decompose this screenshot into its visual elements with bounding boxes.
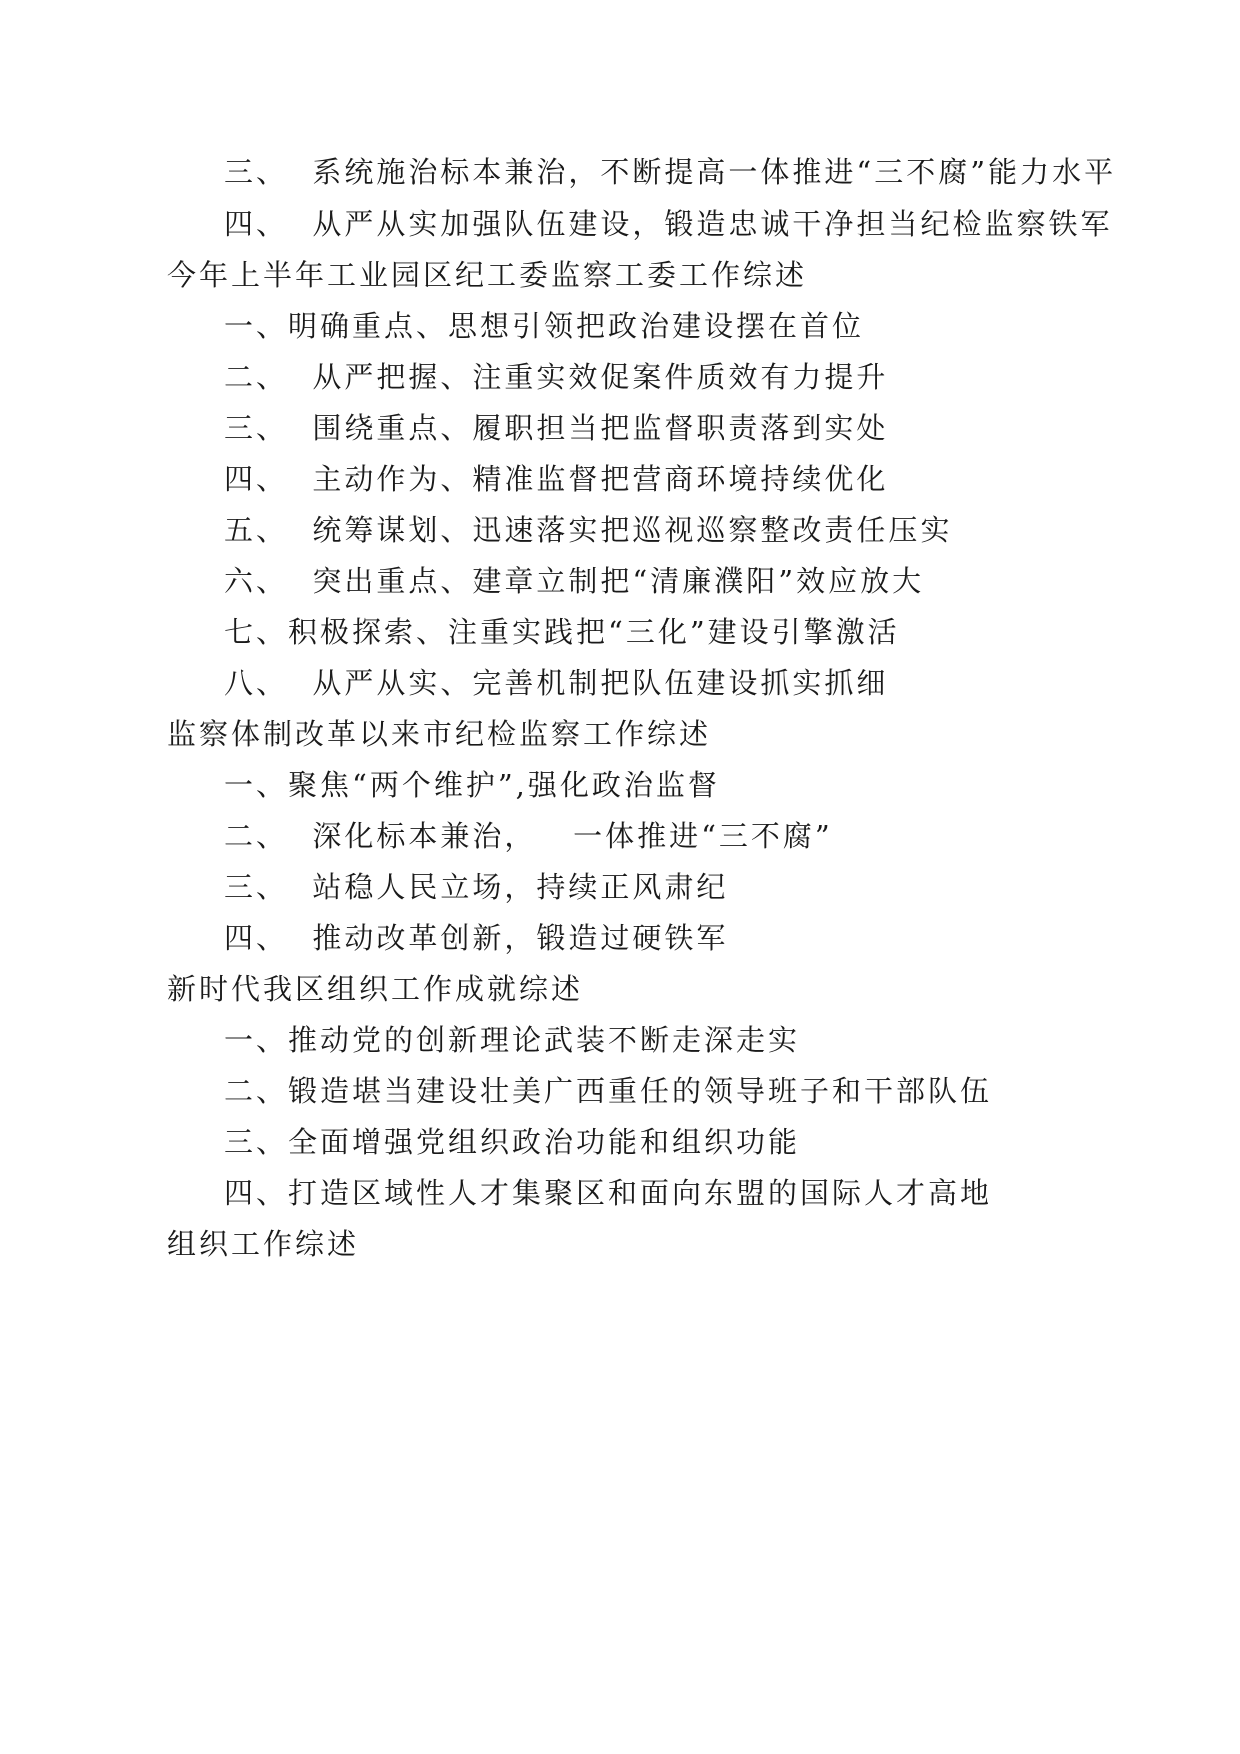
outline-item: 一、聚焦“两个维护”,强化政治监督 — [224, 768, 720, 802]
outline-item: 二、 从严把握、注重实效促案件质效有力提升 — [224, 360, 889, 394]
outline-item: 七、积极探索、注重实践把“三化”建设引擎激活 — [224, 615, 900, 649]
outline-item: 三、 站稳人民立场，持续正风肃纪 — [224, 870, 729, 904]
outline-item: 二、锻造堪当建设壮美广西重任的领导班子和干部队伍 — [224, 1074, 993, 1108]
outline-item: 六、 突出重点、建章立制把“清廉濮阳”效应放大 — [224, 564, 925, 598]
outline-item: 四、 推动改革创新，锻造过硬铁军 — [224, 921, 729, 955]
outline-item: 四、打造区域性人才集聚区和面向东盟的国际人才高地 — [224, 1176, 993, 1210]
outline-item: 八、 从严从实、完善机制把队伍建设抓实抓细 — [224, 666, 889, 700]
outline-item: 二、 深化标本兼治， 一体推进“三不腐” — [224, 819, 833, 853]
outline-item: 一、明确重点、思想引领把政治建设摆在首位 — [224, 309, 865, 343]
section-heading: 新时代我区组织工作成就综述 — [167, 972, 584, 1006]
section-heading: 组织工作综述 — [167, 1227, 360, 1261]
outline-item: 三、 系统施治标本兼治，不断提高一体推进“三不腐”能力水平 — [224, 155, 1117, 189]
section-heading: 今年上半年工业园区纪工委监察工委工作综述 — [167, 258, 808, 292]
outline-item: 三、全面增强党组织政治功能和组织功能 — [224, 1125, 801, 1159]
outline-item: 四、 主动作为、精准监督把营商环境持续优化 — [224, 462, 889, 496]
outline-item: 四、 从严从实加强队伍建设，锻造忠诚干净担当纪检监察铁军 — [224, 207, 1113, 241]
outline-item: 一、推动党的创新理论武装不断走深走实 — [224, 1023, 801, 1057]
section-heading: 监察体制改革以来市纪检监察工作综述 — [167, 717, 712, 751]
outline-item: 五、 统筹谋划、迅速落实把巡视巡察整改责任压实 — [224, 513, 953, 547]
outline-item: 三、 围绕重点、履职担当把监督职责落到实处 — [224, 411, 889, 445]
